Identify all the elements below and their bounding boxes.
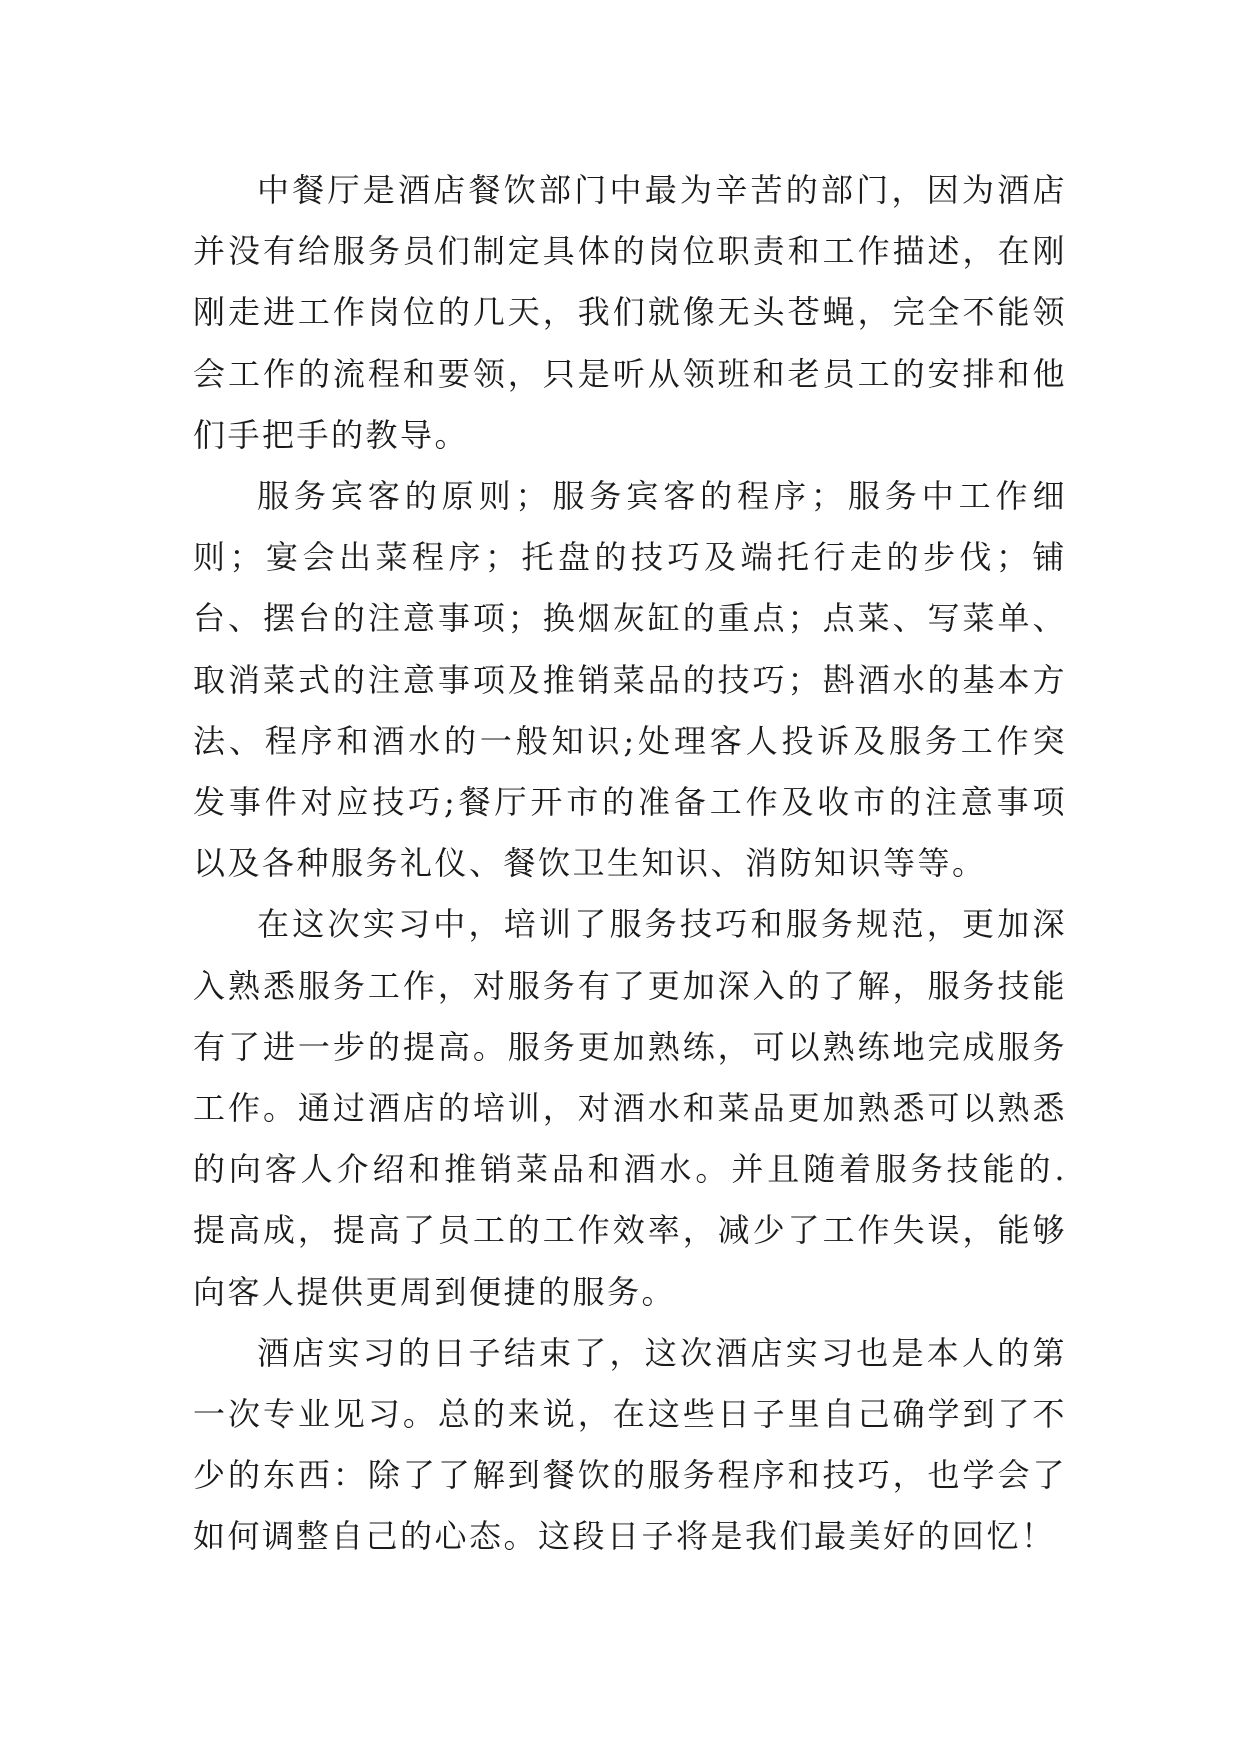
paragraph-2: 服务宾客的原则；服务宾客的程序；服务中工作细则；宴会出菜程序；托盘的技巧及端托行走的步伐；铺台、摆台的注意事项；换烟灰缸的重点；点菜、写菜单、取消菜式的注意事项及推销菜品的技巧；斟酒水的基本方法、程序和酒水的一般知识;处理客人投诉及服务工作突发事件对应技巧;餐厅开市的准备工作及收市的注意事项以及各种服务礼仪、餐饮卫生知识、消防知识等等。 [193, 477, 1067, 883]
paragraph-3: 在这次实习中，培训了服务技巧和服务规范，更加深入熟悉服务工作，对服务有了更加深入的了解，服务技能有了进一步的提高。服务更加熟练，可以熟练地完成服务工作。通过酒店的培训，对酒水和菜品更加熟悉可以熟悉的向客人介绍和推销菜品和酒水。并且随着服务技能的.提高成，提高了员工的工作效率，减少了工作失误，能够向客人提供更周到便捷的服务。 [193, 905, 1067, 1311]
paragraph-1: 中餐厅是酒店餐饮部门中最为辛苦的部门，因为酒店并没有给服务员们制定具体的岗位职责和工作描述，在刚刚走进工作岗位的几天，我们就像无头苍蝇，完全不能领会工作的流程和要领，只是听从领班和老员工的安排和他们手把手的教导。 [193, 171, 1067, 454]
paragraph-4: 酒店实习的日子结束了，这次酒店实习也是本人的第一次专业见习。总的来说，在这些日子里自己确学到了不少的东西：除了了解到餐饮的服务程序和技巧，也学会了如何调整自己的心态。这段日子将是我们最美好的回忆！ [193, 1333, 1067, 1556]
document-body [193, 160, 1067, 1568]
